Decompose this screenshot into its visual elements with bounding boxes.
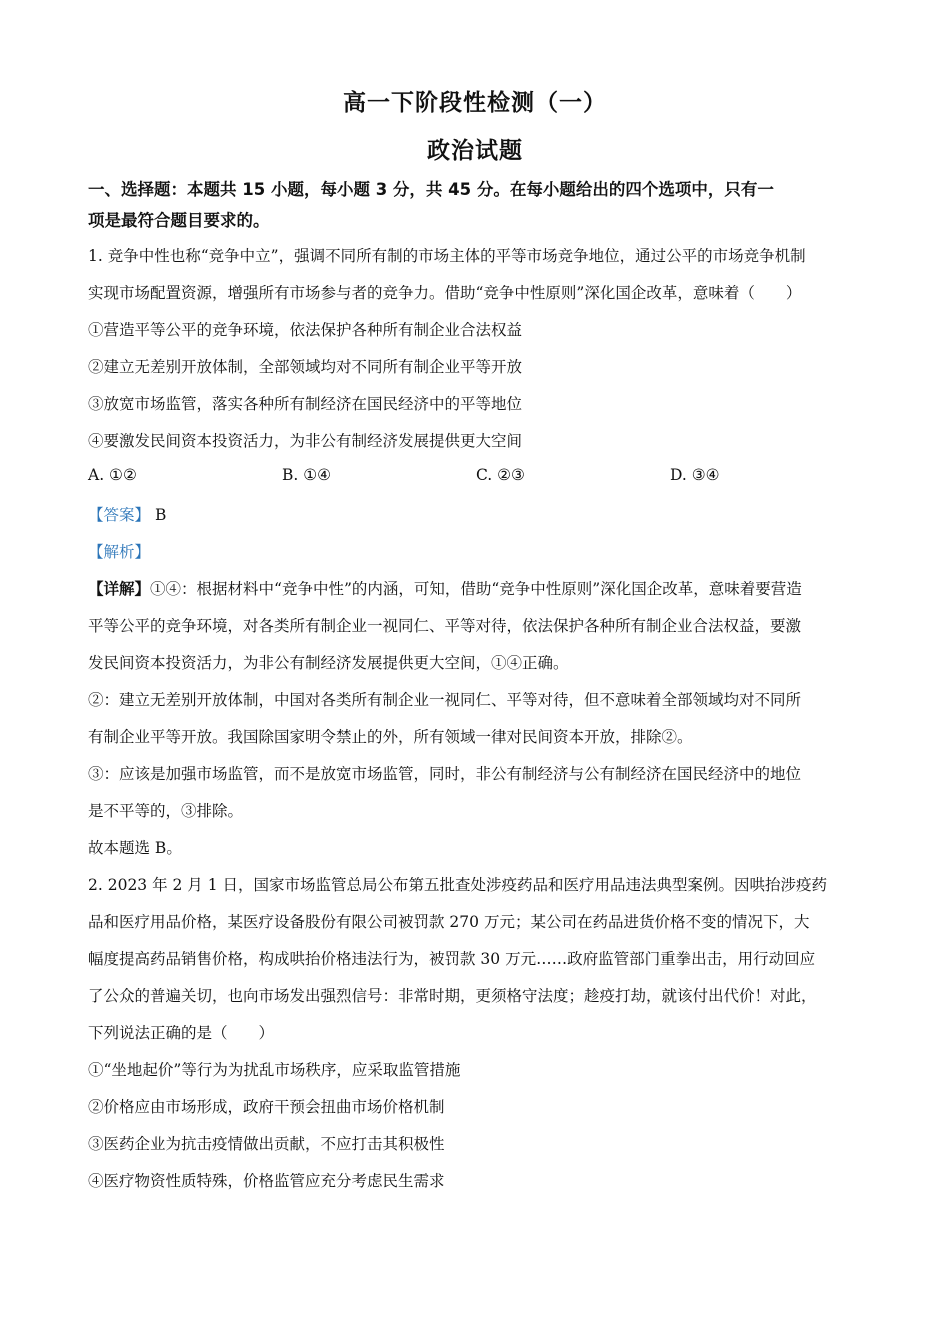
q1-stem-line-1: 1. 竞争中性也称“竞争中立”，强调不同所有制的市场主体的平等市场竞争地位，通过公平的市场竞争机制 — [88, 247, 806, 265]
q2-item-4: ④医疗物资性质特殊，价格监管应充分考虑民生需求 — [88, 1172, 445, 1190]
document-subtitle: 政治试题 — [427, 138, 523, 164]
q1-detail-line-7: 是不平等的，③排除。 — [88, 802, 244, 820]
q1-item-2: ②建立无差别开放体制，全部领域均对不同所有制企业平等开放 — [88, 358, 523, 376]
answer-tag: 【答案】 — [88, 506, 151, 524]
q1-item-1: ①营造平等公平的竞争环境，依法保护各种所有制企业合法权益 — [88, 321, 523, 339]
q1-detail-line-1 — [88, 577, 878, 599]
q2-stem-line-1: 2. 2023 年 2 月 1 日，国家市场监管总局公布第五批查处涉疫药品和医疗用品违法典型案例。因哄抬涉疫药 — [88, 876, 828, 894]
q1-detail-line-2: 平等公平的竞争环境，对各类所有制企业一视同仁、平等对待，依法保护各种所有制企业合法权益，要激 — [88, 617, 802, 635]
q1-conclusion: 故本题选 B。 — [88, 839, 182, 857]
q1-option-b: B. ①④ — [282, 466, 332, 484]
q2-item-2: ②价格应由市场形成，政府干预会扭曲市场价格机制 — [88, 1098, 445, 1116]
q1-stem-line-2: 实现市场配置资源，增强所有市场参与者的竞争力。借助“竞争中性原则”深化国企改革，意味着（ ） — [88, 284, 802, 302]
q2-stem-line-3: 幅度提高药品销售价格，构成哄抬价格违法行为，被罚款 30 万元……政府监管部门重拳出击，用行动回应 — [88, 950, 816, 968]
q2-item-3: ③医药企业为抗击疫情做出贡献，不应打击其积极性 — [88, 1135, 445, 1153]
q1-option-c: C. ②③ — [476, 466, 525, 484]
q1-detail-line-3: 发民间资本投资活力，为非公有制经济发展提供更大空间，①④正确。 — [88, 654, 569, 672]
q1-answer-line — [88, 503, 878, 525]
section-heading-line-2: 项是最符合题目要求的。 — [88, 211, 270, 230]
q1-detail-line-5: 有制企业平等开放。我国除国家明令禁止的外，所有领域一律对民间资本开放，排除②。 — [88, 728, 693, 746]
section-heading-line-1: 一、选择题：本题共 15 小题，每小题 3 分，共 45 分。在每小题给出的四个选项中，只有一 — [88, 180, 774, 199]
q1-item-3: ③放宽市场监管，落实各种所有制经济在国民经济中的平等地位 — [88, 395, 523, 413]
q2-stem-line-4: 了公众的普遍关切，也向市场发出强烈信号：非常时期，更须格守法度；趁疫打劫，就该付出代价！对此， — [88, 987, 817, 1005]
q1-detail-line-4: ②：建立无差别开放体制，中国对各类所有制企业一视同仁、平等对待，但不意味着全部领域均对不同所 — [88, 691, 802, 709]
document-title: 高一下阶段性检测（一） — [343, 90, 607, 116]
q2-item-1: ①“坐地起价”等行为为扰乱市场秩序，应采取监管措施 — [88, 1061, 461, 1079]
q1-option-a: A. ①② — [88, 466, 137, 484]
q1-detail-line-6: ③：应该是加强市场监管，而不是放宽市场监管，同时，非公有制经济与公有制经济在国民经济中的地位 — [88, 765, 802, 783]
q1-analysis-line — [88, 540, 878, 562]
detail-text-1: ①④：根据材料中“竞争中性”的内涵，可知，借助“竞争中性原则”深化国企改革，意味着要营造 — [150, 580, 802, 598]
q1-option-d: D. ③④ — [670, 466, 720, 484]
answer-value: B — [154, 506, 167, 524]
detail-tag: 【详解】 — [88, 579, 151, 598]
q1-item-4: ④要激发民间资本投资活力，为非公有制经济发展提供更大空间 — [88, 432, 523, 450]
analysis-tag: 【解析】 — [88, 543, 151, 561]
q2-stem-line-2: 品和医疗用品价格，某医疗设备股份有限公司被罚款 270 万元；某公司在药品进货价格不变的情况下，大 — [88, 913, 810, 931]
q2-stem-line-5: 下列说法正确的是（ ） — [88, 1024, 275, 1042]
